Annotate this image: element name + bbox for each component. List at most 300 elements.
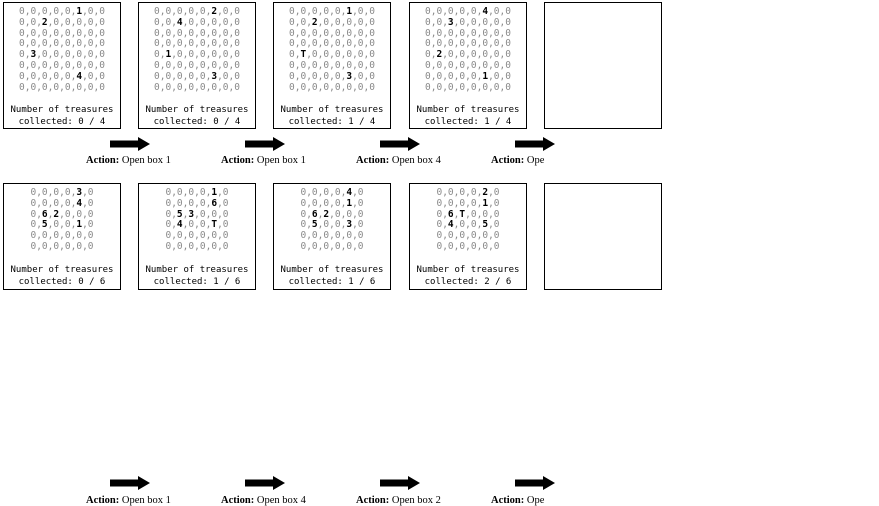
grid-cell: 0: [311, 49, 318, 61]
grid-cell: 0: [447, 197, 454, 209]
box-grid: [410, 188, 526, 253]
grid-cell: 0: [99, 81, 105, 93]
grid-cell: 0: [199, 230, 206, 242]
grid-cell: 0: [211, 16, 218, 28]
action-text: Open box 1: [256, 155, 306, 166]
right-arrow-icon: [110, 137, 150, 151]
grid-line: 0,0,0,0,0,0: [30, 240, 94, 252]
grid-cell: 0: [64, 49, 71, 61]
grid-line: 0,0,3,0,0,0,0,0: [424, 16, 511, 28]
box-number: 6: [447, 208, 454, 220]
grid-cell: 0: [369, 81, 375, 93]
box-number: 2: [211, 6, 218, 17]
grid-cell: 0: [165, 208, 172, 220]
grid-cell: 0: [87, 240, 94, 252]
action-keyword: Action:: [356, 495, 390, 506]
grid-cell: 0: [357, 187, 364, 198]
action-text: Open box 1: [121, 155, 171, 166]
state-box: [138, 183, 256, 290]
box-grid: [274, 188, 390, 253]
grid-cell: 0: [153, 27, 160, 39]
grid-cell: 0: [188, 81, 195, 93]
grid-cell: 0: [357, 27, 364, 39]
grid-cell: 0: [30, 6, 37, 17]
box-number: 1: [211, 187, 218, 198]
grid-cell: 0: [300, 208, 307, 220]
grid-cell: 0: [199, 27, 206, 39]
grid-cell: 0: [470, 197, 477, 209]
grid-cell: 0: [459, 81, 466, 93]
grid-cell: 0: [199, 38, 206, 50]
grid-cell: 0: [64, 38, 71, 50]
grid-cell: 0: [64, 230, 71, 242]
grid-line: 0,0,0,0,4,0: [300, 187, 364, 198]
box-number: 5: [482, 219, 489, 231]
grid-cell: 0: [234, 49, 240, 61]
grid-cell: 0: [153, 59, 160, 71]
right-arrow-icon: [380, 137, 420, 151]
grid-cell: 0: [493, 230, 500, 242]
grid-line: 0,0,0,0,0,4,0,0: [424, 6, 511, 17]
grid-cell: 0: [199, 49, 206, 61]
box-number: 2: [482, 187, 489, 198]
grid-cell: 0: [18, 59, 25, 71]
grid-line: 0,0,0,0,0,0,0,0: [153, 59, 240, 71]
grid-cell: 0: [165, 6, 172, 17]
grid-cell: 0: [459, 49, 466, 61]
action-text: Open box 2: [391, 495, 441, 506]
grid-cell: 0: [188, 197, 195, 209]
grid-cell: 0: [505, 16, 511, 28]
grid-cell: 0: [311, 70, 318, 82]
grid-cell: 0: [30, 27, 37, 39]
grid-cell: 0: [459, 38, 466, 50]
grid-cell: 0: [64, 59, 71, 71]
grid-cell: 0: [153, 16, 160, 28]
grid-cell: 0: [188, 230, 195, 242]
grid-line: 0,0,0,0,0,0,0,0: [153, 27, 240, 39]
grid-cell: 0: [493, 219, 500, 231]
grid-cell: 0: [30, 240, 37, 252]
grid-cell: 0: [424, 6, 431, 17]
counter-value: collected: 1 / 6: [288, 276, 376, 287]
box-number: 1: [76, 219, 83, 231]
box-number: 4: [176, 16, 183, 28]
grid-cell: 0: [300, 16, 307, 28]
grid-cell: 0: [99, 49, 105, 61]
counter-label: Number of treasures: [10, 265, 114, 275]
grid-cell: 0: [30, 16, 37, 28]
grid-cell: 0: [87, 208, 94, 220]
grid-cell: 0: [87, 6, 94, 17]
grid-cell: 0: [87, 197, 94, 209]
grid-cell: 0: [53, 219, 60, 231]
grid-cell: 0: [53, 59, 60, 71]
grid-cell: 0: [459, 187, 466, 198]
grid-cell: 0: [87, 70, 94, 82]
grid-cell: 0: [436, 230, 443, 242]
grid-cell: 0: [493, 59, 500, 71]
grid-cell: 0: [357, 49, 364, 61]
grid-cell: 0: [470, 219, 477, 231]
grid-line: 0,0,0,0,3,0: [30, 187, 94, 198]
grid-line: 0,5,0,0,3,0: [300, 219, 364, 231]
grid-cell: 0: [436, 70, 443, 82]
grid-cell: 0: [41, 230, 48, 242]
grid-cell: 0: [222, 59, 229, 71]
counter-label: Number of treasures: [145, 105, 249, 115]
treasure-counter: [4, 105, 120, 128]
box-number: 4: [176, 219, 183, 231]
grid-cell: 0: [64, 219, 71, 231]
grid-cell: 0: [334, 81, 341, 93]
grid-cell: 0: [424, 16, 431, 28]
grid-cell: 0: [334, 187, 341, 198]
grid-cell: 0: [176, 38, 183, 50]
grid-cell: 0: [188, 38, 195, 50]
grid-cell: 0: [300, 70, 307, 82]
state-box: [273, 183, 391, 290]
grid-cell: 0: [18, 38, 25, 50]
grid-cell: 0: [300, 59, 307, 71]
counter-value: collected: 2 / 6: [424, 276, 512, 287]
treasure-counter: [139, 265, 255, 288]
grid-cell: 0: [288, 81, 295, 93]
action-keyword: Action:: [86, 495, 120, 506]
grid-cell: 0: [436, 208, 443, 220]
grid-line: 0,0,0,0,0,1,0,0: [288, 6, 375, 17]
action-text: Open box 4: [256, 495, 306, 506]
grid-cell: 0: [323, 59, 330, 71]
grid-cell: 0: [18, 6, 25, 17]
grid-cell: 0: [41, 81, 48, 93]
grid-cell: 0: [188, 16, 195, 28]
grid-cell: 0: [87, 59, 94, 71]
grid-cell: 0: [288, 27, 295, 39]
grid-cell: 0: [30, 208, 37, 220]
grid-line: 0,0,0,0,0,3,0,0: [288, 70, 375, 82]
box-number: 1: [346, 197, 353, 209]
grid-cell: 0: [470, 38, 477, 50]
grid-line: 0,0,0,0,0,0,0,0: [424, 81, 511, 93]
grid-cell: 0: [211, 230, 218, 242]
grid-cell: 0: [41, 27, 48, 39]
state-box: [138, 2, 256, 129]
grid-cell: 0: [447, 187, 454, 198]
grid-cell: 0: [64, 208, 71, 220]
grid-cell: 0: [53, 230, 60, 242]
grid-cell: 0: [211, 27, 218, 39]
grid-cell: 0: [53, 27, 60, 39]
grid-cell: 0: [153, 81, 160, 93]
grid-cell: 0: [188, 27, 195, 39]
grid-cell: 0: [459, 6, 466, 17]
action-keyword: Action:: [491, 495, 525, 506]
treasure-counter: [274, 265, 390, 288]
grid-cell: 0: [357, 70, 364, 82]
grid-cell: 0: [234, 59, 240, 71]
grid-cell: 0: [41, 197, 48, 209]
grid-cell: 0: [323, 6, 330, 17]
grid-cell: 0: [99, 6, 105, 17]
grid-cell: 0: [482, 38, 489, 50]
grid-line: 0,0,4,0,0,0,0,0: [153, 16, 240, 28]
grid-cell: 0: [211, 38, 218, 50]
grid-line: 0,0,0,0,0,0: [436, 240, 500, 252]
grid-cell: 0: [199, 219, 206, 231]
grid-cell: 0: [30, 70, 37, 82]
box-grid: [274, 7, 390, 93]
grid-cell: 0: [447, 6, 454, 17]
right-arrow-icon: [515, 476, 555, 490]
grid-cell: 0: [53, 16, 60, 28]
grid-cell: 0: [222, 219, 229, 231]
grid-cell: 0: [176, 187, 183, 198]
grid-cell: 0: [300, 38, 307, 50]
grid-cell: 0: [76, 38, 83, 50]
grid-line: 0,1,0,0,0,0,0,0: [153, 49, 240, 61]
grid-cell: 0: [87, 219, 94, 231]
grid-cell: 0: [311, 240, 318, 252]
box-number: 2: [41, 16, 48, 28]
grid-cell: 0: [199, 6, 206, 17]
grid-cell: 0: [300, 81, 307, 93]
grid-cell: 0: [470, 208, 477, 220]
counter-value: collected: 0 / 4: [18, 116, 106, 127]
action-keyword: Action:: [221, 155, 255, 166]
grid-line: 0,0,0,0,0,0,0,0: [18, 27, 105, 39]
grid-cell: 0: [459, 27, 466, 39]
grid-cell: 0: [288, 59, 295, 71]
counter-value: collected: 0 / 4: [153, 116, 241, 127]
grid-cell: 0: [436, 38, 443, 50]
grid-cell: 0: [323, 81, 330, 93]
grid-line: 0,5,0,0,1,0: [30, 219, 94, 231]
box-grid: [4, 7, 120, 93]
grid-cell: 0: [482, 81, 489, 93]
grid-cell: 0: [188, 49, 195, 61]
grid-cell: 0: [346, 38, 353, 50]
grid-cell: 0: [165, 219, 172, 231]
box-number: 1: [76, 6, 83, 17]
grid-cell: 0: [459, 230, 466, 242]
grid-cell: 0: [76, 81, 83, 93]
grid-cell: 0: [369, 70, 375, 82]
grid-line: 0,0,0,0,0,0: [300, 230, 364, 242]
grid-cell: 0: [76, 49, 83, 61]
grid-cell: 0: [346, 240, 353, 252]
grid-cell: 0: [18, 81, 25, 93]
grid-cell: 0: [482, 16, 489, 28]
grid-line: 0,6,T,0,0,0: [436, 208, 500, 220]
grid-cell: 0: [346, 59, 353, 71]
grid-cell: 0: [165, 81, 172, 93]
grid-cell: 0: [64, 81, 71, 93]
grid-cell: 0: [87, 38, 94, 50]
grid-cell: 0: [53, 38, 60, 50]
box-number: 4: [76, 197, 83, 209]
grid-cell: 0: [369, 38, 375, 50]
grid-line: 0,T,0,0,0,0,0,0: [288, 49, 375, 61]
grid-cell: 0: [311, 38, 318, 50]
grid-cell: 0: [482, 230, 489, 242]
treasure-counter: [410, 265, 526, 288]
box-number: 3: [188, 208, 195, 220]
grid-cell: 0: [334, 16, 341, 28]
box-number: 5: [41, 219, 48, 231]
grid-cell: 0: [99, 59, 105, 71]
grid-cell: 0: [199, 16, 206, 28]
grid-cell: 0: [436, 27, 443, 39]
right-arrow-icon: [245, 137, 285, 151]
grid-line: 0,0,0,0,0,0: [165, 240, 229, 252]
grid-cell: 0: [87, 230, 94, 242]
box-number: 3: [447, 16, 454, 28]
right-arrow-icon: [245, 476, 285, 490]
grid-cell: 0: [470, 6, 477, 17]
grid-cell: 0: [424, 27, 431, 39]
grid-cell: 0: [222, 16, 229, 28]
grid-cell: 0: [30, 197, 37, 209]
grid-cell: 0: [505, 70, 511, 82]
grid-cell: 0: [447, 70, 454, 82]
grid-cell: 0: [165, 27, 172, 39]
grid-cell: 0: [18, 49, 25, 61]
grid-cell: 0: [188, 70, 195, 82]
counter-label: Number of treasures: [416, 265, 520, 275]
action-label: [221, 155, 306, 166]
grid-cell: 0: [222, 208, 229, 220]
grid-cell: 0: [176, 49, 183, 61]
grid-cell: 0: [436, 197, 443, 209]
action-keyword: Action:: [221, 495, 255, 506]
grid-cell: 0: [346, 81, 353, 93]
grid-cell: 0: [87, 187, 94, 198]
grid-cell: 0: [334, 208, 341, 220]
grid-cell: 0: [459, 59, 466, 71]
grid-cell: 0: [493, 81, 500, 93]
grid-cell: 0: [459, 219, 466, 231]
grid-cell: 0: [369, 59, 375, 71]
grid-line: 0,0,0,0,0,0,0,0: [424, 59, 511, 71]
right-arrow-icon: [380, 476, 420, 490]
grid-cell: 0: [76, 240, 83, 252]
grid-cell: 0: [222, 6, 229, 17]
grid-cell: 0: [493, 49, 500, 61]
grid-cell: 0: [176, 6, 183, 17]
grid-cell: 0: [436, 240, 443, 252]
action-keyword: Action:: [356, 155, 390, 166]
grid-cell: 0: [447, 38, 454, 50]
grid-cell: 0: [447, 59, 454, 71]
grid-cell: 0: [505, 27, 511, 39]
grid-cell: 0: [64, 187, 71, 198]
grid-line: 0,0,0,0,0,0,0,0: [153, 81, 240, 93]
grid-cell: 0: [436, 81, 443, 93]
grid-cell: 0: [288, 49, 295, 61]
action-label: [356, 495, 441, 506]
grid-line: 0,0,2,0,0,0,0,0: [288, 16, 375, 28]
action-label: [491, 495, 544, 506]
grid-cell: 0: [99, 27, 105, 39]
grid-cell: 0: [323, 197, 330, 209]
state-box: [409, 183, 527, 290]
grid-cell: 0: [199, 208, 206, 220]
counter-label: Number of treasures: [280, 105, 384, 115]
grid-cell: 0: [311, 230, 318, 242]
grid-cell: 0: [222, 230, 229, 242]
grid-cell: 0: [234, 70, 240, 82]
grid-cell: 0: [234, 38, 240, 50]
grid-cell: 0: [188, 6, 195, 17]
grid-cell: 0: [165, 240, 172, 252]
grid-cell: 0: [505, 81, 511, 93]
grid-cell: 0: [234, 81, 240, 93]
grid-cell: 0: [447, 240, 454, 252]
grid-cell: 0: [99, 38, 105, 50]
grid-cell: 0: [482, 240, 489, 252]
box-number: 3: [346, 219, 353, 231]
grid-cell: 0: [323, 240, 330, 252]
grid-cell: 0: [459, 16, 466, 28]
box-number: 2: [311, 16, 318, 28]
counter-value: collected: 1 / 4: [424, 116, 512, 127]
box-number: T: [300, 49, 307, 61]
grid-cell: 0: [165, 187, 172, 198]
box-number: 2: [53, 208, 60, 220]
box-number: 2: [436, 49, 443, 61]
grid-cell: 0: [357, 16, 364, 28]
grid-cell: 0: [222, 187, 229, 198]
grid-line: 0,0,0,0,0,4,0,0: [18, 70, 105, 82]
grid-line: 0,0,0,0,0,0,0,0: [288, 59, 375, 71]
grid-cell: 0: [222, 27, 229, 39]
grid-cell: 0: [493, 240, 500, 252]
grid-line: 0,4,0,0,T,0: [165, 219, 229, 231]
grid-cell: 0: [493, 27, 500, 39]
grid-cell: 0: [482, 208, 489, 220]
grid-cell: 0: [357, 240, 364, 252]
action-text: Open box 1: [121, 495, 171, 506]
action-label: [86, 155, 171, 166]
box-number: 3: [211, 70, 218, 82]
grid-cell: 0: [311, 187, 318, 198]
action-text: Ope: [526, 495, 545, 506]
grid-cell: 0: [188, 240, 195, 252]
counter-value: collected: 0 / 6: [18, 276, 106, 287]
grid-cell: 0: [30, 81, 37, 93]
action-label: [356, 155, 441, 166]
grid-line: 0,0,0,0,0,0: [30, 230, 94, 242]
box-number: 3: [346, 70, 353, 82]
grid-line: 0,0,0,0,1,0: [300, 197, 364, 209]
grid-cell: 0: [41, 187, 48, 198]
grid-cell: 0: [334, 49, 341, 61]
grid-cell: 0: [505, 59, 511, 71]
grid-cell: 0: [505, 49, 511, 61]
grid-line: 0,0,0,0,0,0,0,0: [18, 59, 105, 71]
grid-cell: 0: [493, 208, 500, 220]
grid-cell: 0: [165, 38, 172, 50]
grid-cell: 0: [211, 240, 218, 252]
grid-cell: 0: [288, 16, 295, 28]
grid-cell: 0: [470, 27, 477, 39]
grid-cell: 0: [53, 70, 60, 82]
grid-line: 0,0,0,0,0,0: [436, 230, 500, 242]
grid-line: 0,0,0,0,2,0: [436, 187, 500, 198]
grid-line: 0,0,0,0,0,0,0,0: [288, 27, 375, 39]
grid-line: 0,0,0,0,1,0: [165, 187, 229, 198]
